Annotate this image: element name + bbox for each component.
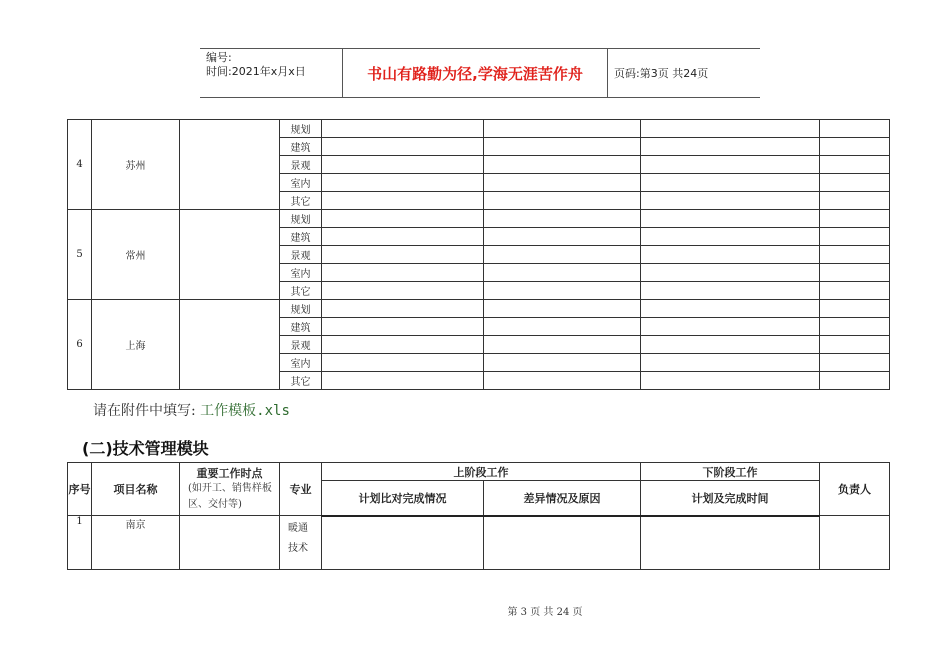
- table-cell[interactable]: [484, 156, 641, 174]
- row-specialty: 暖通技术: [280, 516, 322, 570]
- table-cell[interactable]: [641, 300, 820, 318]
- table-cell[interactable]: [820, 192, 890, 210]
- table-cell[interactable]: [484, 372, 641, 390]
- header-page-info: 页码:第3页 共24页: [614, 67, 709, 80]
- col-milestone: [180, 463, 280, 516]
- tech-management-table: [67, 462, 890, 570]
- note-prefix: 请在附件中填写:: [93, 403, 196, 419]
- discipline-label: 室内: [280, 354, 322, 372]
- table-cell[interactable]: [641, 174, 820, 192]
- discipline-label: 规划: [280, 300, 322, 318]
- table-cell[interactable]: [641, 282, 820, 300]
- milestone-subtitle: (如开工、销售样板区、交付等): [188, 483, 272, 510]
- table-cell[interactable]: [484, 264, 641, 282]
- row-index: 1: [68, 516, 92, 570]
- table-cell[interactable]: [322, 300, 484, 318]
- row-index: 6: [68, 300, 92, 390]
- table-cell[interactable]: [484, 210, 641, 228]
- table-cell[interactable]: [641, 192, 820, 210]
- table-cell[interactable]: [484, 120, 641, 138]
- col-plan-vs-actual: 计划比对完成情况: [322, 481, 484, 516]
- table-cell[interactable]: [820, 282, 890, 300]
- page-footer: [0, 603, 950, 618]
- page-header: [200, 48, 760, 98]
- table-cell[interactable]: [484, 336, 641, 354]
- table-cell[interactable]: [484, 516, 641, 570]
- table-cell[interactable]: [180, 210, 280, 300]
- row-index: 5: [68, 210, 92, 300]
- project-discipline-table: [67, 119, 890, 390]
- col-prev-stage: 上阶段工作: [322, 463, 641, 481]
- table-cell[interactable]: [484, 246, 641, 264]
- header-meta: [200, 49, 342, 97]
- table-cell[interactable]: [641, 210, 820, 228]
- table-row: [68, 120, 890, 138]
- table-cell[interactable]: [322, 120, 484, 138]
- table-cell[interactable]: [322, 210, 484, 228]
- table-cell[interactable]: [641, 372, 820, 390]
- table-cell[interactable]: [322, 372, 484, 390]
- table-cell[interactable]: [820, 174, 890, 192]
- table-cell[interactable]: [322, 264, 484, 282]
- table-cell[interactable]: [641, 354, 820, 372]
- table-cell[interactable]: [180, 120, 280, 210]
- table-cell[interactable]: [180, 300, 280, 390]
- table-cell[interactable]: [484, 174, 641, 192]
- discipline-label: 规划: [280, 210, 322, 228]
- table-cell[interactable]: [641, 228, 820, 246]
- table-cell[interactable]: [820, 318, 890, 336]
- row-city: 上海: [92, 300, 180, 390]
- discipline-label: 景观: [280, 156, 322, 174]
- table-cell[interactable]: [820, 372, 890, 390]
- attachment-note: [93, 400, 290, 420]
- footer-page-number: 第 3 页 共 24 页: [507, 607, 583, 618]
- milestone-title: 重要工作时点: [196, 467, 263, 480]
- table-cell[interactable]: [820, 120, 890, 138]
- row-city: 南京: [92, 516, 180, 570]
- table-cell[interactable]: [820, 264, 890, 282]
- col-specialty: 专业: [280, 463, 322, 516]
- table-cell[interactable]: [641, 336, 820, 354]
- table-cell[interactable]: [322, 318, 484, 336]
- row-city: 苏州: [92, 120, 180, 210]
- discipline-label: 室内: [280, 264, 322, 282]
- table-cell[interactable]: [641, 120, 820, 138]
- table-cell[interactable]: [322, 174, 484, 192]
- table-row: [68, 516, 890, 570]
- discipline-label: 室内: [280, 174, 322, 192]
- col-seq: 序号: [68, 463, 92, 516]
- doc-number-label: 编号:: [206, 51, 232, 64]
- table-cell[interactable]: [820, 210, 890, 228]
- table-cell[interactable]: [820, 300, 890, 318]
- discipline-label: 建筑: [280, 138, 322, 156]
- table-cell[interactable]: [322, 354, 484, 372]
- table-cell[interactable]: [820, 354, 890, 372]
- row-index: 4: [68, 120, 92, 210]
- table-cell[interactable]: [322, 336, 484, 354]
- table-cell[interactable]: [322, 192, 484, 210]
- table-cell[interactable]: [322, 246, 484, 264]
- table-cell[interactable]: [641, 318, 820, 336]
- table-cell[interactable]: [484, 282, 641, 300]
- template-file-link[interactable]: 工作模板.xls: [200, 403, 290, 419]
- discipline-label: 其它: [280, 372, 322, 390]
- table-cell[interactable]: [820, 138, 890, 156]
- table-cell[interactable]: [484, 318, 641, 336]
- discipline-label: 建筑: [280, 228, 322, 246]
- col-diff-reason: 差异情况及原因: [484, 481, 641, 516]
- table-cell[interactable]: [322, 282, 484, 300]
- doc-time-label: 时间:2021年x月x日: [206, 65, 306, 78]
- discipline-label: 规划: [280, 120, 322, 138]
- table-cell[interactable]: [641, 246, 820, 264]
- section-title: (二)技术管理模块: [82, 439, 209, 458]
- discipline-label: 其它: [280, 282, 322, 300]
- discipline-label: 景观: [280, 336, 322, 354]
- table-cell[interactable]: [322, 228, 484, 246]
- table-cell[interactable]: [641, 264, 820, 282]
- table-cell[interactable]: [322, 138, 484, 156]
- table-cell[interactable]: [484, 354, 641, 372]
- col-next-stage: 下阶段工作: [641, 463, 820, 481]
- header-slogan: 书山有路勤为径,学海无涯苦作舟: [342, 49, 608, 97]
- discipline-label: 景观: [280, 246, 322, 264]
- table-cell[interactable]: [641, 156, 820, 174]
- table-cell[interactable]: [820, 246, 890, 264]
- table-cell[interactable]: [641, 138, 820, 156]
- table-cell[interactable]: [322, 516, 484, 570]
- table-cell[interactable]: [641, 516, 820, 570]
- table-cell[interactable]: [820, 228, 890, 246]
- table-cell[interactable]: [484, 228, 641, 246]
- table-cell[interactable]: [820, 156, 890, 174]
- discipline-label: 建筑: [280, 318, 322, 336]
- table-row: [68, 210, 890, 228]
- row-city: 常州: [92, 210, 180, 300]
- table-cell[interactable]: [484, 138, 641, 156]
- table-cell[interactable]: [484, 300, 641, 318]
- col-plan-time: 计划及完成时间: [641, 481, 820, 516]
- table-row: [68, 300, 890, 318]
- discipline-label: 其它: [280, 192, 322, 210]
- col-project: 项目名称: [92, 463, 180, 516]
- table-cell[interactable]: [820, 516, 890, 570]
- table-cell[interactable]: [484, 192, 641, 210]
- table-cell[interactable]: [820, 336, 890, 354]
- table-cell[interactable]: [322, 156, 484, 174]
- col-owner: 负责人: [820, 463, 890, 516]
- table-cell[interactable]: [180, 516, 280, 570]
